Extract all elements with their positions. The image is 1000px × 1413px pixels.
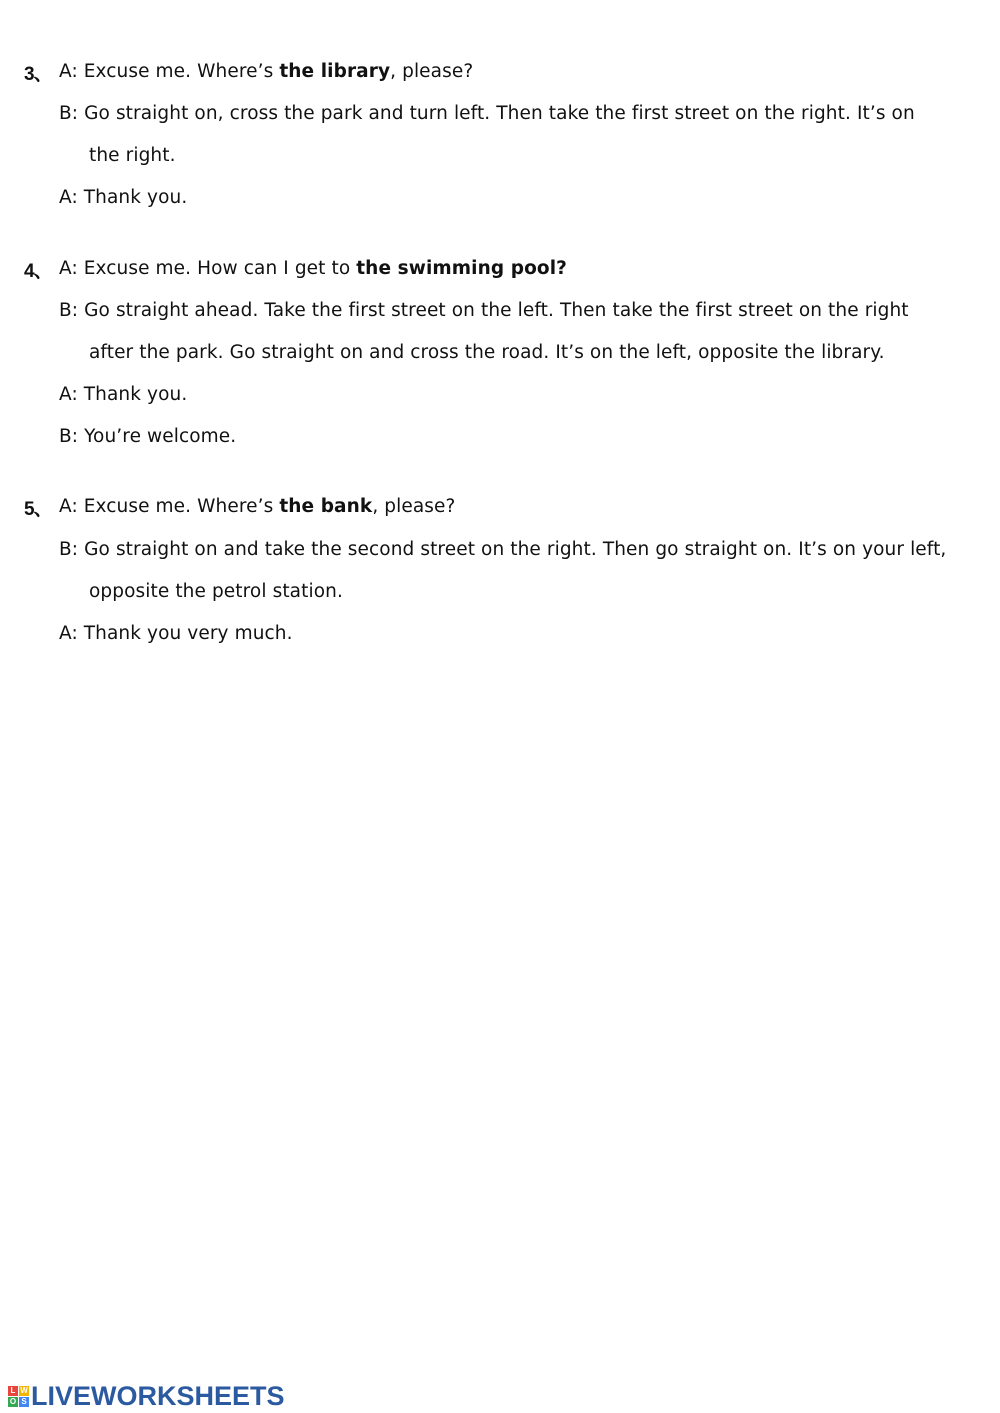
logo-grid-cell: W [20, 1385, 28, 1395]
line-text: : Excuse me. Where’s [71, 496, 280, 517]
speaker: B [59, 300, 72, 321]
item-number: 5、 [24, 499, 52, 520]
logo-text: LIVEWORKSHEETS [31, 1380, 285, 1411]
dialog-line [59, 298, 909, 324]
speaker: A [59, 258, 72, 279]
speaker: B [59, 426, 72, 447]
line-text: the right. [89, 145, 176, 166]
speaker: B [59, 103, 72, 124]
dialog-line [59, 621, 293, 647]
dialog-line-continued [89, 579, 343, 605]
line-text-end: , please? [390, 61, 474, 82]
dialog-line [59, 59, 473, 85]
liveworksheets-logo [8, 1379, 285, 1413]
line-text: : Go straight ahead. Take the first street on the left. Then take the first street on the right [71, 300, 909, 321]
logo-grid-cell: O [9, 1396, 17, 1406]
dialog-line [59, 382, 187, 408]
line-text: : You’re welcome. [71, 426, 237, 447]
place-name: the bank [279, 496, 373, 517]
speaker: A [59, 187, 72, 208]
line-text-end: , please? [372, 496, 456, 517]
dialog-line [59, 256, 567, 282]
dialog-line [59, 494, 455, 520]
logo-grid-icon [8, 1386, 29, 1407]
dialog-line-continued [89, 143, 176, 169]
dialog-line [59, 185, 187, 211]
speaker: A [59, 496, 72, 517]
logo-grid-cell: S [19, 1397, 29, 1407]
line-text: : Thank you. [71, 187, 188, 208]
logo-grid-cell: L [8, 1386, 18, 1396]
dialog-line [59, 424, 236, 450]
dialog-line [59, 101, 915, 127]
dialog-line-continued [89, 340, 885, 366]
speaker: A [59, 384, 72, 405]
line-text: : Excuse me. How can I get to [71, 258, 357, 279]
dialog-line [59, 537, 946, 563]
line-text: : Thank you very much. [71, 623, 293, 644]
place-name: the swimming pool? [356, 258, 567, 279]
speaker: A [59, 61, 72, 82]
line-text: : Go straight on, cross the park and turn left. Then take the first street on the right. It’s on [71, 103, 915, 124]
place-name: the library [279, 61, 391, 82]
line-text: opposite the petrol station. [89, 581, 343, 602]
line-text: : Go straight on and take the second street on the right. Then go straight on. It’s on your left, [71, 539, 947, 560]
line-text: : Excuse me. Where’s [71, 61, 280, 82]
speaker: B [59, 539, 72, 560]
item-number: 4、 [24, 261, 52, 282]
item-number: 3、 [24, 64, 52, 85]
line-text: after the park. Go straight on and cross the road. It’s on the left, opposite the library. [89, 342, 885, 363]
speaker: A [59, 623, 72, 644]
line-text: : Thank you. [71, 384, 188, 405]
